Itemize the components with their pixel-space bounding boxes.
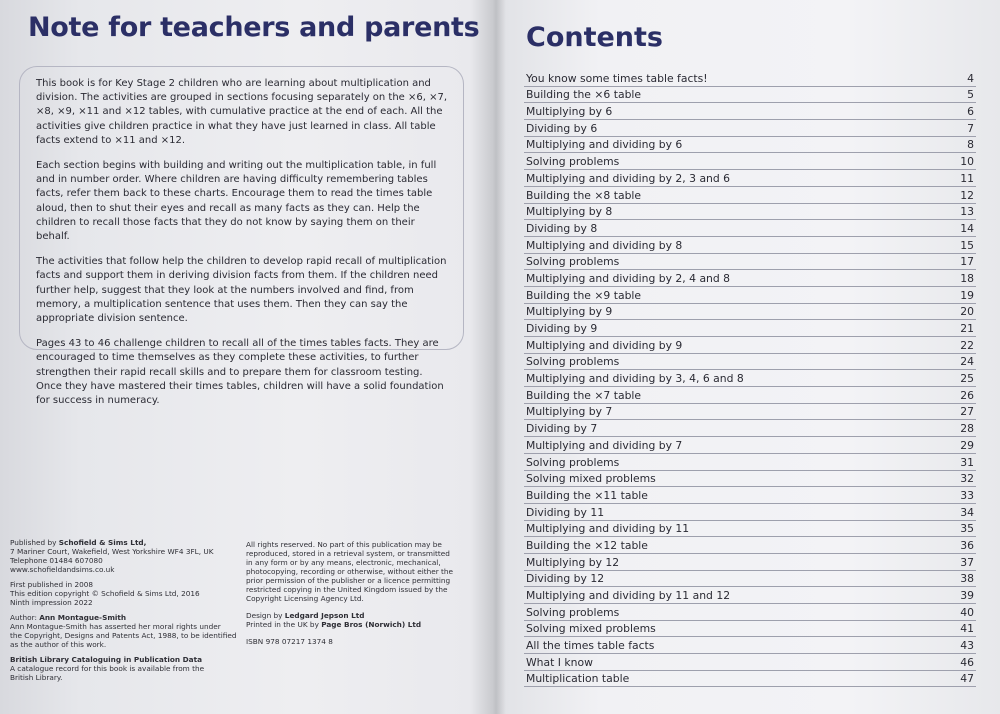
toc-row[interactable] [524, 621, 976, 638]
toc-title: Multiplying and dividing by 11 and 12 [526, 589, 731, 602]
toc-title: Multiplication table [526, 672, 630, 686]
toc-title: Solving problems [526, 255, 620, 269]
note-paragraph-2: Each section begins with building and writing out the multiplication table, in full and in number order. Where children are having difficulty remembering tables facts, refer them back to these charts. Encourage them to read the times table aloud, then to shut their eyes and recall as many facts as they can. Help the children to recall those facts that they do not know by saying them on their behalf. [36, 160, 437, 243]
toc-title: Multiplying and dividing by 2, 4 and 8 [526, 271, 731, 285]
toc-row[interactable] [524, 254, 976, 271]
toc-page-number: 12 [960, 188, 974, 202]
note-heading: Note for teachers and parents [28, 12, 480, 43]
toc-title: Multiplying and dividing by 11 [526, 522, 690, 536]
toc-page-number: 43 [960, 639, 974, 653]
printed-line [246, 620, 471, 629]
toc-row[interactable] [524, 537, 976, 554]
author-line [10, 613, 240, 622]
toc-page-number: 5 [967, 88, 974, 102]
toc-row[interactable] [524, 187, 976, 204]
rights-block [246, 540, 471, 652]
design-name: Ledgard Jepson Ltd [284, 611, 365, 620]
toc-page-number: 7 [967, 121, 974, 135]
toc-row[interactable] [524, 204, 976, 221]
toc-title: Dividing by 8 [526, 221, 598, 235]
left-page [0, 0, 490, 714]
author-prefix: Author: [10, 613, 40, 622]
note-paragraph-4: Pages 43 to 46 challenge children to recall all of the times tables facts. They are encouraged to time themselves as they complete these activities, to further strengthen their rapid recall skills and to prepare them for classroom testing. Once they have mastered their times tables, children will have a solid foundation for success in numeracy. [36, 338, 444, 407]
contents-list [524, 70, 976, 687]
publisher-block [10, 538, 240, 688]
toc-row[interactable] [524, 320, 976, 337]
toc-title: Multiplying and dividing by 8 [526, 238, 683, 252]
toc-title: Multiplying and dividing by 3, 4, 6 and 8 [526, 372, 744, 386]
toc-row[interactable] [524, 487, 976, 504]
toc-title: Multiplying by 12 [526, 555, 620, 569]
toc-row[interactable] [524, 70, 976, 87]
toc-title: You know some times table facts! [526, 71, 708, 85]
toc-title: Building the ×6 table [526, 88, 642, 102]
toc-page-number: 24 [960, 355, 974, 369]
toc-title: Multiplying by 6 [526, 105, 613, 119]
toc-row[interactable] [524, 153, 976, 170]
note-paragraph-3: The activities that follow help the children to develop rapid recall of multiplication facts and support them in deriving division facts from them. If the children need further help, suggest that they look at the numbers involved and find, from memory, a multiplication sentence that uses them. Then they can say the appropriate division sentence. [36, 256, 447, 325]
author-rights: Ann Montague-Smith has asserted her moral rights under the Copyright, Designs and Patents Act, 1988, to be identified as the author of this work. [10, 622, 237, 649]
toc-title: Multiplying and dividing by 7 [526, 438, 683, 452]
toc-page-number: 27 [960, 405, 974, 419]
note-box [19, 66, 464, 407]
toc-page-number: 29 [960, 438, 974, 452]
toc-title: Dividing by 6 [526, 121, 598, 135]
toc-page-number: 22 [960, 338, 974, 352]
toc-page-number: 35 [960, 522, 974, 536]
design-line [246, 611, 471, 620]
toc-row[interactable] [524, 454, 976, 471]
toc-row[interactable] [524, 220, 976, 237]
toc-title: Multiplying by 9 [526, 305, 613, 319]
toc-row[interactable] [524, 604, 976, 621]
toc-row[interactable] [524, 370, 976, 387]
toc-page-number: 28 [960, 422, 974, 436]
toc-page-number: 8 [967, 138, 974, 152]
toc-title: Solving problems [526, 605, 620, 619]
toc-row[interactable] [524, 304, 976, 321]
toc-page-number: 36 [960, 538, 974, 552]
toc-title: Building the ×12 table [526, 538, 648, 552]
toc-page-number: 10 [960, 155, 974, 169]
toc-page-number: 21 [960, 322, 974, 335]
toc-page-number: 38 [960, 572, 974, 586]
toc-page-number: 15 [960, 238, 974, 252]
toc-title: Building the ×9 table [526, 288, 642, 302]
toc-row[interactable] [524, 637, 976, 654]
toc-title: All the times table facts [526, 639, 655, 653]
toc-page-number: 25 [960, 372, 974, 386]
cataloguing-title: British Library Cataloguing in Publication Data [10, 655, 202, 664]
right-page [500, 0, 1000, 714]
toc-title: Solving problems [526, 455, 620, 469]
toc-page-number: 18 [960, 271, 974, 285]
toc-page-number: 19 [960, 288, 974, 302]
toc-row[interactable] [524, 103, 976, 120]
toc-page-number: 46 [960, 655, 974, 669]
toc-page-number: 32 [960, 472, 974, 486]
toc-row[interactable] [524, 170, 976, 187]
published-by-prefix: Published by [10, 538, 59, 547]
toc-title: Multiplying by 7 [526, 405, 613, 419]
toc-page-number: 11 [960, 171, 974, 185]
toc-page-number: 39 [960, 589, 974, 602]
toc-title: Dividing by 7 [526, 422, 598, 436]
toc-row[interactable] [524, 471, 976, 488]
toc-page-number: 41 [960, 622, 974, 636]
toc-title: Dividing by 12 [526, 572, 605, 586]
toc-row[interactable] [524, 504, 976, 521]
toc-page-number: 26 [960, 388, 974, 402]
toc-page-number: 20 [960, 305, 974, 319]
published-by-line [10, 538, 240, 547]
toc-title: Multiplying by 8 [526, 205, 613, 219]
toc-page-number: 13 [960, 205, 974, 219]
toc-title: Building the ×8 table [526, 188, 642, 202]
toc-page-number: 37 [960, 555, 974, 569]
toc-page-number: 14 [960, 221, 974, 235]
rights-text: All rights reserved. No part of this publication may be reproduced, stored in a retrieval system, or transmitted in any form or by any means, electronic, mechanical, photocopying, recording or otherwise, without either the prior permission of the publisher or a licence permitting restricted copying in the United Kingdom issued by the Copyright Licensing Agency Ltd. [246, 540, 453, 603]
isbn: ISBN 978 07217 1374 8 [246, 637, 333, 646]
toc-title: Solving problems [526, 155, 620, 169]
toc-title: Multiplying and dividing by 9 [526, 338, 683, 352]
toc-row[interactable] [524, 554, 976, 571]
toc-row[interactable] [524, 87, 976, 104]
design-prefix: Design by [246, 611, 285, 620]
edition-info: First published in 2008 This edition copyright © Schofield & Sims Ltd, 2016 Ninth impression 2022 [10, 580, 200, 607]
author-name: Ann Montague-Smith [39, 613, 127, 622]
toc-page-number: 33 [960, 488, 974, 502]
toc-row[interactable] [524, 671, 976, 688]
toc-title: Building the ×11 table [526, 488, 648, 502]
publisher-name: Schofield & Sims Ltd, [58, 538, 147, 547]
toc-row[interactable] [524, 587, 976, 604]
toc-title: What I know [526, 655, 593, 669]
toc-page-number: 31 [960, 455, 974, 469]
toc-page-number: 17 [960, 255, 974, 269]
toc-title: Dividing by 9 [526, 322, 598, 335]
toc-title: Solving problems [526, 355, 620, 369]
printer-name: Page Bros (Norwich) Ltd [321, 620, 422, 629]
toc-row[interactable] [524, 521, 976, 538]
cataloguing-text: A catalogue record for this book is available from the British Library. [10, 664, 205, 682]
toc-row[interactable] [524, 654, 976, 671]
contents-heading: Contents [526, 22, 664, 53]
toc-title: Multiplying and dividing by 6 [526, 138, 683, 152]
toc-title: Solving mixed problems [526, 622, 656, 636]
toc-row[interactable] [524, 270, 976, 287]
toc-title: Multiplying and dividing by 2, 3 and 6 [526, 171, 731, 185]
toc-page-number: 34 [960, 505, 974, 519]
note-paragraph-1: This book is for Key Stage 2 children who are learning about multiplication and division. The activities are grouped in sections focusing separately on the ×6, ×7, ×8, ×9, ×11 and ×12 tables, with cumulative practice at the end of each. All the activities give children practice in what they have just learned in class. All table facts extend to ×11 and ×12. [36, 78, 448, 146]
toc-row[interactable] [524, 571, 976, 588]
toc-title: Solving mixed problems [526, 472, 656, 486]
printed-prefix: Printed in the UK by [246, 620, 322, 629]
toc-title: Dividing by 11 [526, 505, 605, 519]
toc-page-number: 40 [960, 605, 974, 619]
toc-row[interactable] [524, 420, 976, 437]
cataloguing-title-line [10, 655, 240, 664]
toc-row[interactable] [524, 404, 976, 421]
toc-page-number: 47 [960, 672, 974, 686]
toc-row[interactable] [524, 387, 976, 404]
toc-page-number: 6 [967, 105, 974, 119]
toc-row[interactable] [524, 354, 976, 371]
toc-row[interactable] [524, 287, 976, 304]
toc-row[interactable] [524, 437, 976, 454]
toc-row[interactable] [524, 237, 976, 254]
toc-row[interactable] [524, 120, 976, 137]
toc-page-number: 4 [967, 71, 974, 85]
publisher-address: 7 Mariner Court, Wakefield, West Yorkshire WF4 3FL, UK Telephone 01484 607080 www.schofieldandsims.co.uk [10, 547, 214, 574]
toc-title: Building the ×7 table [526, 388, 642, 402]
toc-row[interactable] [524, 137, 976, 154]
toc-row[interactable] [524, 337, 976, 354]
